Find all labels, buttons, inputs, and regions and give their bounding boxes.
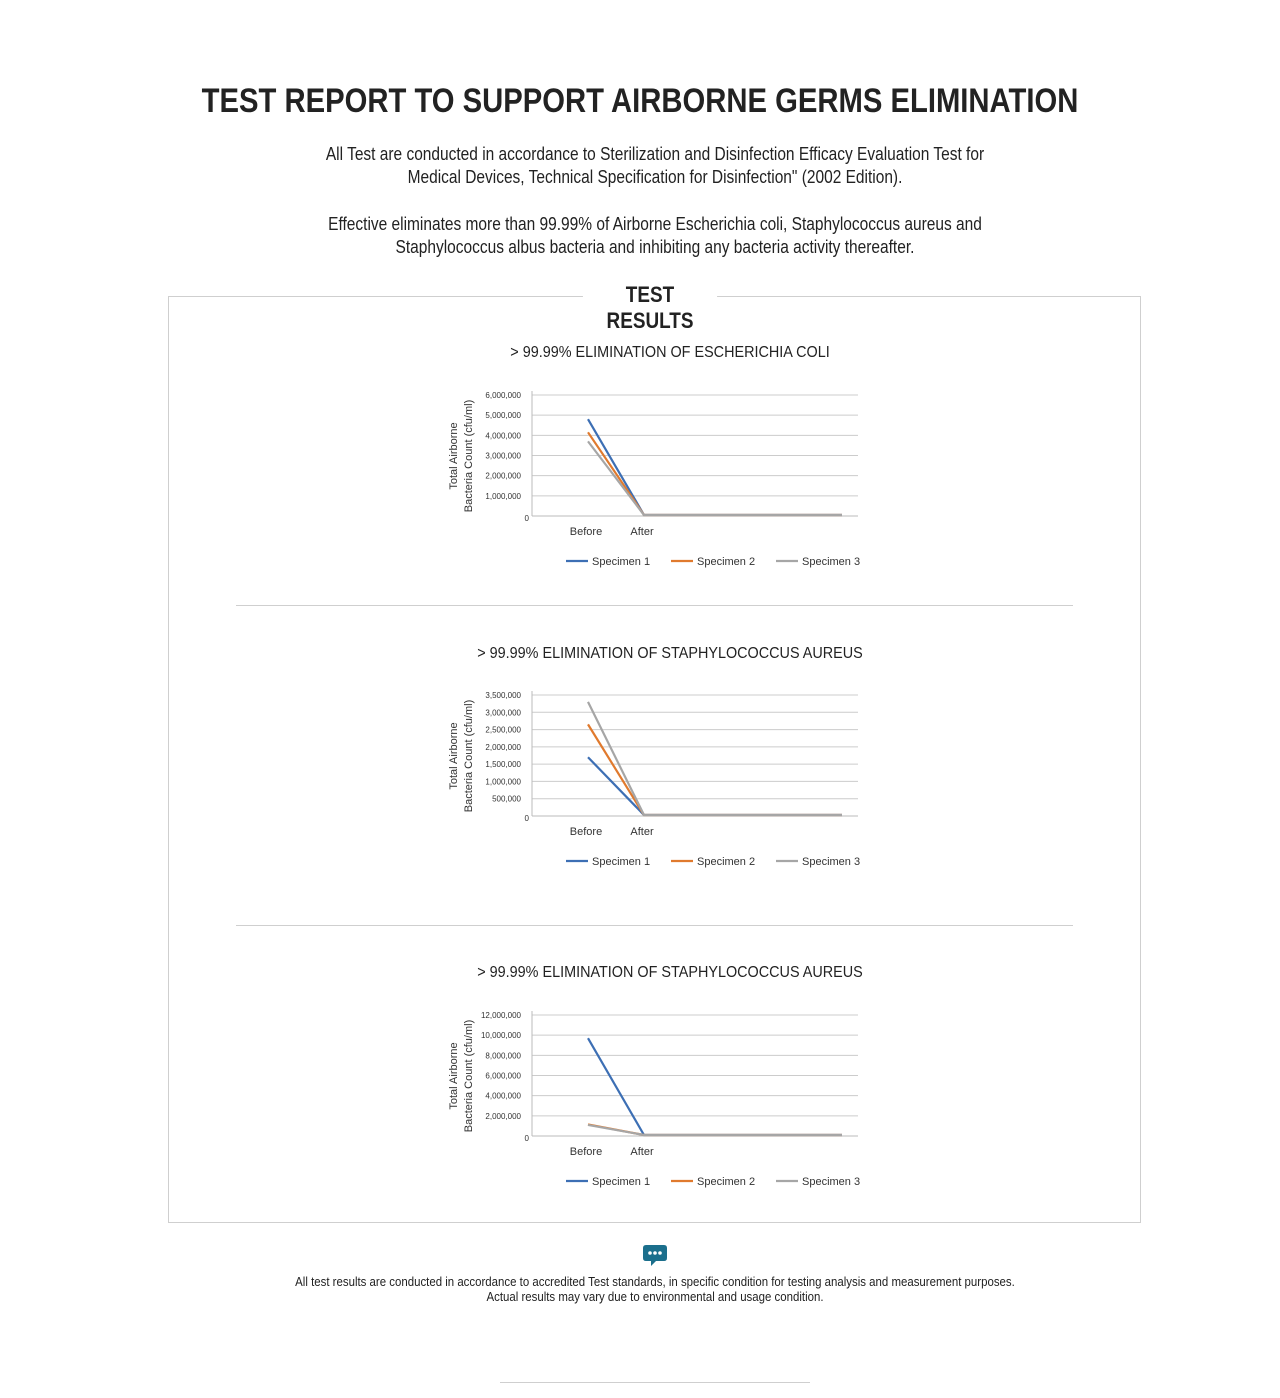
y-tick-label: 0 [524,514,529,523]
x-tick-label: Before [569,1146,603,1158]
y-tick-label: 8,000,000 [485,1051,521,1061]
series-line-specimen-2 [588,724,842,815]
y-tick-label: 0 [524,1134,529,1143]
y-axis-label [448,700,475,812]
series-line-specimen-2 [588,432,842,515]
legend-label: Specimen 1 [592,856,651,868]
footer-disclaimer-line1: All test results are conducted in accordance to accredited Test standards, in specific condition for testing analysis and measurement purposes. [295,1274,1015,1289]
x-tick-label: After [630,1146,654,1158]
section-divider [236,925,1073,926]
series-line-specimen-3 [588,1125,842,1135]
y-tick-label: 1,000,000 [485,491,521,501]
bottom-divider [500,1382,810,1383]
y-axis-label-line2: Bacteria Count (cfu/ml) [463,1019,475,1133]
efficacy-paragraph: Effective eliminates more than 99.99% of Airborne Escherichia coli, Staphylococcus aureus and Staphylococcus albus bacteria and inhibiting any bacteria activity thereafter. [328,214,982,257]
y-tick-label: 500,000 [492,794,521,804]
y-tick-label: 1,500,000 [485,760,521,770]
y-axis-label-line1: Total Airborne [448,722,460,790]
section-divider [236,605,1073,606]
y-axis-label-line2: Bacteria Count (cfu/ml) [463,399,475,513]
y-tick-label: 2,000,000 [485,742,521,752]
legend-label: Specimen 2 [697,856,756,868]
legend-label: Specimen 3 [802,556,861,568]
series-line-specimen-2 [588,1124,842,1135]
chart-title-1: > 99.99% ELIMINATION OF ESCHERICHIA COLI [510,344,830,361]
footer-disclaimer-line2: Actual results may vary due to environmental and usage condition. [486,1289,824,1304]
y-tick-label: 1,000,000 [485,777,521,787]
y-axis-label-line1: Total Airborne [448,422,460,490]
series-line-specimen-1 [588,1038,842,1135]
y-tick-label: 3,500,000 [485,691,521,700]
y-tick-label: 4,000,000 [485,1091,521,1101]
y-tick-label: 5,000,000 [485,411,521,421]
x-tick-label: After [630,526,654,538]
y-tick-label: 2,000,000 [485,1111,521,1121]
y-axis-label [448,400,475,512]
y-tick-label: 6,000,000 [485,391,521,400]
y-tick-label: 0 [524,814,529,823]
chart-escherichia-coli [440,380,880,590]
legend-label: Specimen 3 [802,856,861,868]
y-axis-label-line1: Total Airborne [448,1042,460,1110]
y-tick-label: 10,000,000 [480,1031,521,1041]
chart-staphylococcus-aureus-1 [440,680,880,890]
x-tick-label: Before [569,526,603,538]
legend-label: Specimen 2 [697,1176,756,1188]
x-tick-label: Before [569,826,603,838]
y-tick-label: 2,500,000 [485,725,521,735]
y-axis-label [448,1020,475,1132]
legend-label: Specimen 2 [697,556,756,568]
test-results-heading: TEST RESULTS [583,282,717,334]
x-tick-label: After [630,826,654,838]
legend-label: Specimen 1 [592,556,651,568]
y-tick-label: 2,000,000 [485,471,521,481]
chart-staphylococcus-aureus-2 [440,1000,880,1210]
y-tick-label: 3,000,000 [485,451,521,461]
y-tick-label: 12,000,000 [480,1011,521,1020]
chart-title-2: > 99.99% ELIMINATION OF STAPHYLOCOCCUS AUREUS [477,645,863,662]
y-tick-label: 4,000,000 [485,431,521,441]
y-tick-label: 6,000,000 [485,1071,521,1081]
chart-title-3: > 99.99% ELIMINATION OF STAPHYLOCOCCUS AUREUS [477,964,863,981]
legend-label: Specimen 3 [802,1176,861,1188]
series-line-specimen-1 [588,419,842,515]
legend-label: Specimen 1 [592,1176,651,1188]
chat-bubble-icon [642,1242,668,1268]
page-title: TEST REPORT TO SUPPORT AIRBORNE GERMS ELIMINATION [201,82,1079,120]
y-tick-label: 3,000,000 [485,708,521,718]
y-axis-label-line2: Bacteria Count (cfu/ml) [463,699,475,813]
intro-paragraph: All Test are conducted in accordance to Sterilization and Disinfection Efficacy Evaluation Test for Medical Devices, Technical Specification for Disinfection" (2002 Edition). [325,144,985,187]
series-line-specimen-3 [588,441,842,515]
